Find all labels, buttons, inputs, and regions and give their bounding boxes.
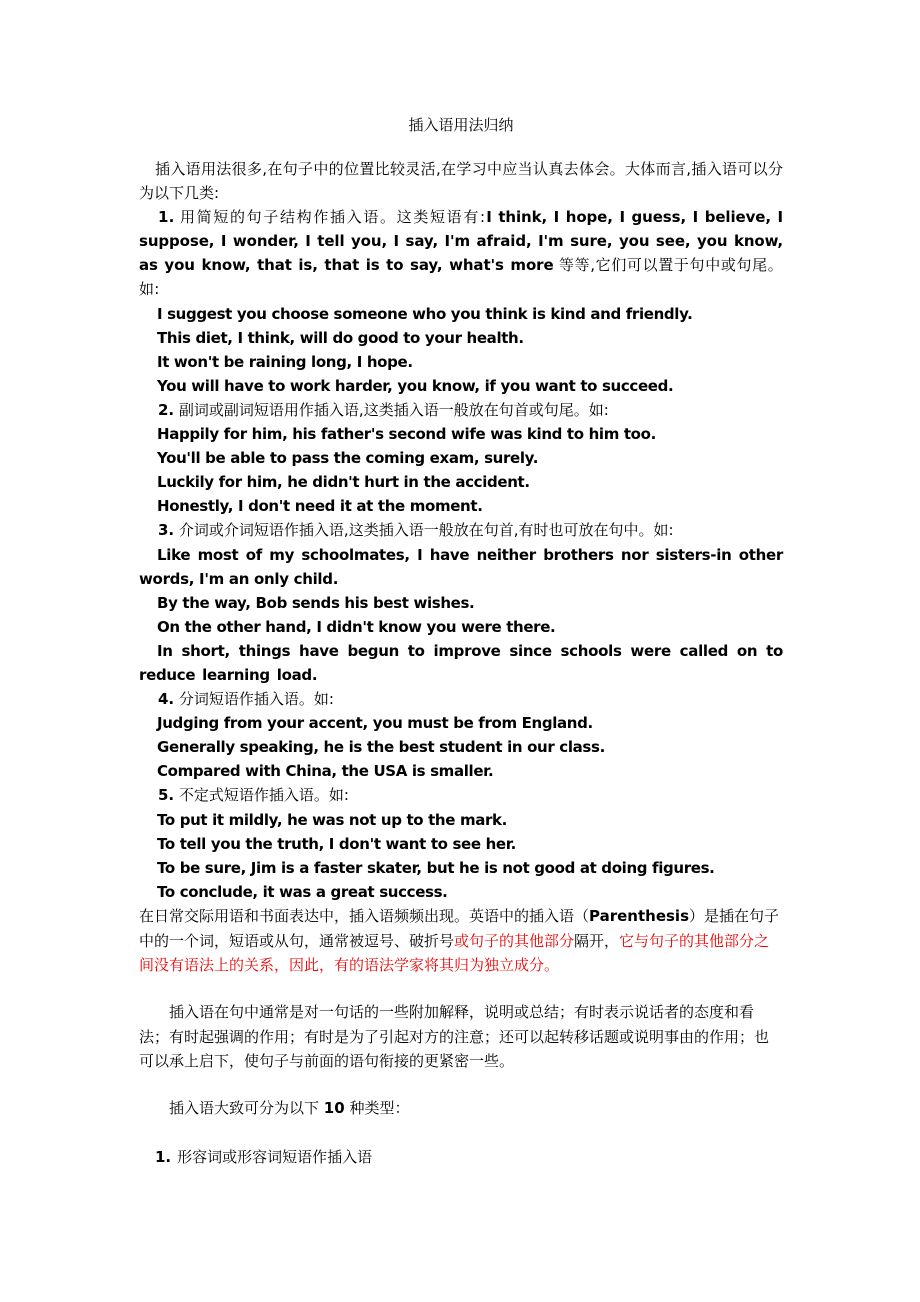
example-sentence: Compared with China, the USA is smaller. [157,762,494,781]
type-1-heading [155,1145,372,1169]
types-intro [169,1096,409,1120]
intro-paragraph: 插入语用法很多,在句子中的位置比较灵活,在学习中应当认真去体会。大体而言,插入语可以分为以下几类: [139,160,783,203]
example-sentence: This diet, I think, will do good to your health. [157,328,524,347]
category-1-heading [139,205,783,301]
definition-paragraph [139,904,783,978]
category-number: 2. [158,400,175,419]
category-heading-cn: 用简短的句子结构作插入语。这类短语有: [179,208,487,227]
definition-term: Parenthesis [589,907,689,925]
category-2-heading [139,398,783,422]
document-title: 插入语用法归纳 [408,116,514,134]
example-sentence: To be sure, Jim is a faster skater, but he is not good at doing figures. [157,858,715,877]
usage-summary-section [139,157,783,904]
category-number: 1. [158,208,175,227]
types-intro-text: 种类型： [349,1099,410,1117]
types-intro-text: 插入语大致可分为以下 [169,1099,320,1117]
category-number: 3. [158,521,175,540]
example-sentence: You'll be able to pass the coming exam, surely. [157,449,539,468]
example-sentence: Generally speaking, he is the best student in our class. [157,738,605,757]
example-sentence: To put it mildly, he was not up to the mark. [157,810,508,829]
example-sentence: In short, things have begun to improve since schools were called on to reduce learning load. [139,641,783,684]
function-section [139,1000,783,1074]
category-heading-cn: 分词短语作插入语。如: [178,690,334,709]
category-heading-en: I think, I hope, I guess, I believe, I suppose, I wonder, I tell you, I say, I'm afraid, I'm sure, you see, you know, as you know, that is, that is to say, what's more [139,208,784,275]
category-3-heading [139,518,783,542]
example-sentence: On the other hand, I didn't know you were there. [157,617,556,636]
category-heading-cn: 副词或副词短语用作插入语,这类插入语一般放在句首或句尾。如: [178,400,609,419]
example-sentence: By the way, Bob sends his best wishes. [157,593,475,612]
highlighted-text: 它与句子的其他部分之间没有语法上的关系，因此，有的语法学家将其归为独立成分。 [139,931,770,974]
example-sentence: To conclude, it was a great success. [157,882,448,901]
category-number: 5. [158,786,175,805]
example-sentence: Luckily for him, he didn't hurt in the accident. [157,473,530,492]
types-count: 10 [323,1099,345,1117]
definition-section [139,904,783,978]
example-sentence: Judging from your accent, you must be from England. [157,714,593,733]
category-4-heading [139,687,783,711]
example-sentence: It won't be raining long, I hope. [157,352,413,371]
category-heading-tail: 等等,它们可以置于句中或句尾。如: [139,256,783,299]
example-sentence: Honestly, I don't need it at the moment. [157,497,483,516]
type-number: 1. [155,1148,172,1166]
definition-text: 在日常交际用语和书面表达中，插入语频频出现。英语中的插入语（ [139,907,590,925]
category-5-heading [139,783,783,807]
category-heading-cn: 不定式短语作插入语。如: [178,786,349,805]
definition-text: ）是插在句子中的一个词，短语或从句，通常被逗号、破折号 [139,907,780,950]
highlighted-text: 或句子的其他部分 [454,931,575,950]
example-sentence: To tell you the truth, I don't want to see her. [157,834,516,853]
example-sentence: You will have to work harder, you know, if you want to succeed. [157,376,674,395]
example-sentence: I suggest you choose someone who you think is kind and friendly. [157,304,693,323]
function-paragraph: 插入语在句中通常是对一句话的一些附加解释，说明或总结；有时表示说话者的态度和看法；有时起强调的作用；有时是为了引起对方的注意；还可以起转移话题或说明事由的作用；也可以承上启下，使句子与前面的语句衔接的更紧密一些。 [139,1003,770,1070]
type-label: 形容词或形容词短语作插入语 [177,1148,373,1166]
example-sentence: Like most of my schoolmates, I have neither brothers nor sisters-in other words, I'm an only child. [139,545,783,588]
category-heading-cn: 介词或介词短语作插入语,这类插入语一般放在句首,有时也可放在句中。如: [178,521,674,540]
category-number: 4. [158,690,175,709]
example-sentence: Happily for him, his father's second wife was kind to him too. [157,425,656,444]
definition-text: 隔开， [574,931,620,950]
